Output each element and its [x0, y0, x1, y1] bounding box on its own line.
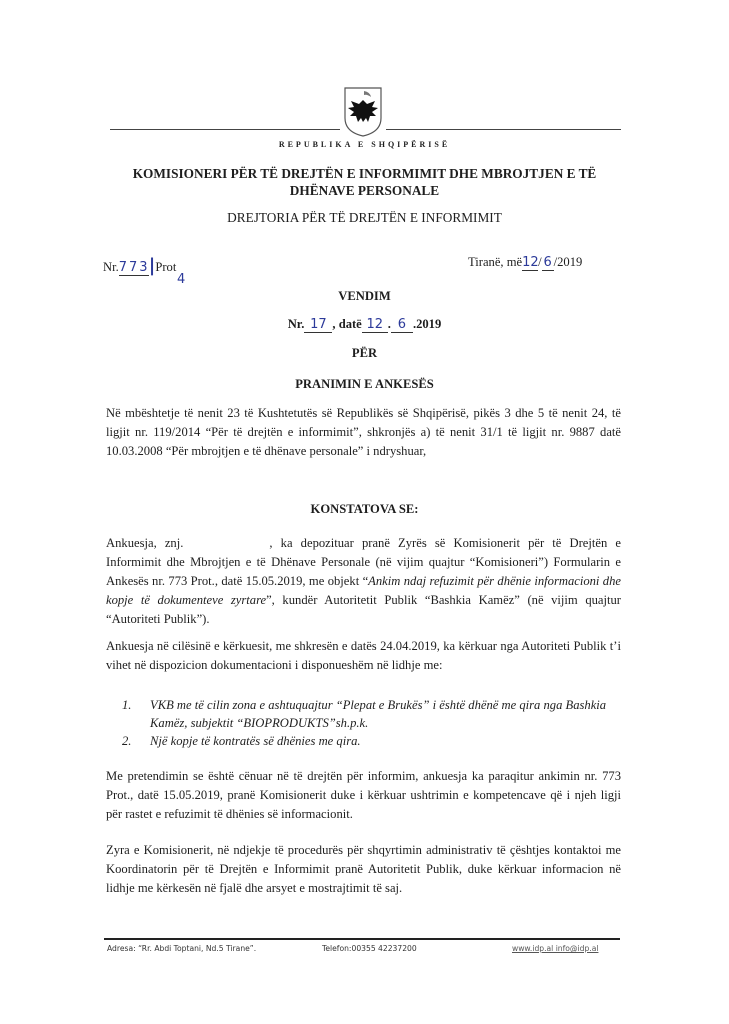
protocol-prefix: Nr.: [103, 260, 119, 274]
place-date-day-handwritten: 12: [522, 255, 539, 270]
requested-items-list: [122, 696, 622, 750]
place-date: [468, 255, 582, 271]
decision-subject: PRANIMIN E ANKESËS: [295, 377, 434, 391]
decision-nr-prefix: Nr.: [287, 317, 305, 331]
decision-number-date: [0, 317, 729, 333]
place-date-year: /2019: [553, 255, 583, 269]
decision-nr-handwritten: 17: [304, 317, 332, 333]
decision-date-label: , datë: [332, 317, 362, 331]
list-item-number: 2.: [122, 734, 132, 748]
protocol-sub-number-handwritten: 4: [177, 272, 186, 287]
list-item: [122, 696, 622, 732]
section-heading: KONSTATOVA SE:: [310, 502, 419, 516]
footer-phone: Telefon:00355 42237200: [322, 944, 417, 953]
albanian-coat-of-arms-icon: [343, 86, 383, 138]
list-item-text: Një kopje të kontratës së dhënies me qira.: [150, 734, 361, 748]
list-item: [122, 732, 622, 750]
protocol-number: [103, 255, 176, 276]
header-rule-right: [386, 129, 621, 130]
footer-address: Adresa: “Rr. Abdi Toptani, Nd.5 Tirane”.: [107, 944, 257, 953]
decision-title: VENDIM: [338, 289, 391, 303]
decision-day-handwritten: 12: [362, 317, 388, 333]
decision-year: .2019: [412, 317, 442, 331]
protocol-suffix: Prot: [155, 260, 177, 274]
complaint-object: Ankim ndaj refuzimit për dhënie informacioni dhe kopje të dokumenteve zyrtare: [106, 574, 621, 607]
claim-paragraph: Me pretendimin se është cënuar në të drejtën për informim, ankuesja ka paraqitur ankimin nr. 773 Prot., datë 15.05.2019, pranë Komisionerit duke i kërkuar ushtrimin e kompetencave që i njeh ligji për rastet e refuzimit të dhënies së informacionit.: [106, 769, 621, 821]
list-item-text: VKB me të cilin zona e ashtuquajtur “Plepat e Brukës” i është dhënë me qira nga Bashkia Kamëz, subjektit “BIOPRODUKTS”sh.p.k.: [150, 698, 607, 730]
complaint-paragraph: [106, 534, 621, 629]
protocol-slash: |: [148, 255, 156, 276]
place-date-month-handwritten: 6: [543, 255, 552, 270]
protocol-number-handwritten: 773: [118, 260, 150, 275]
header-rule-left: [110, 129, 340, 130]
directorate-name: DREJTORIA PËR TË DREJTËN E INFORMIMIT: [227, 210, 502, 225]
republic-label: REPUBLIKA E SHQIPËRISË: [278, 140, 451, 149]
decision-date-dot: .: [387, 317, 391, 331]
complaint-start: Ankuesja, znj.: [106, 536, 184, 550]
decision-month-handwritten: 6: [391, 317, 413, 333]
footer-web-email[interactable]: www.idp.al info@idp.al: [512, 944, 599, 953]
preamble-paragraph: Në mbështetje të nenit 23 të Kushtetutës së Republikës së Shqipërisë, pikës 3 dhe 5 të nenit 24, të ligjit nr. 119/2014 “Për të drejtën e informimit”, shkronjës a) të nenit 31/1 të ligjit nr. 9887 datë 10.03.2008 “Për mbrojtjen e të dhënave personale” i ndryshuar,: [106, 406, 621, 458]
place-date-separator: /: [538, 255, 542, 269]
decision-per: PËR: [351, 346, 378, 360]
list-item-number: 1.: [122, 698, 132, 712]
institution-name-line2: DHËNAVE PERSONALE: [289, 183, 440, 198]
institution-name-line1: KOMISIONERI PËR TË DREJTËN E INFORMIMIT DHE MBROJTJEN E TË: [132, 166, 597, 181]
request-paragraph: Ankuesja në cilësinë e kërkuesit, me shkresën e datës 24.04.2019, ka kërkuar nga Autoriteti Publik t’i vihet në dispozicion dokumentacioni i disponueshëm në lidhje me:: [106, 639, 621, 672]
footer-rule: [104, 938, 620, 940]
office-action-paragraph: Zyra e Komisionerit, në ndjekje të procedurës për shqyrtimin administrativ të çështjes kontaktoi me Koordinatorin për të Drejtën e Informimit pranë Autoritetit Publik, duke kërkuar informacion në lidhje me kërkesën në fjalë dhe arsyet e mostrajtimit të saj.: [106, 843, 621, 895]
complaint-body: , ka depozituar pranë Zyrës së Komisionerit për të Drejtën e Informimit dhe Mbrojtjen e të Dhënave Personale (në vijim quajtur “Komisioneri”) Formularin e Ankesës nr. 773 Prot., datë 15.05.2019, me objekt “: [106, 536, 621, 588]
place-date-prefix: Tiranë, më: [468, 255, 523, 269]
complaint-end: ”, kundër Autoritetit Publik “Bashkia Kamëz” (në vijim quajtur “Autoriteti Publik”).: [106, 593, 621, 626]
